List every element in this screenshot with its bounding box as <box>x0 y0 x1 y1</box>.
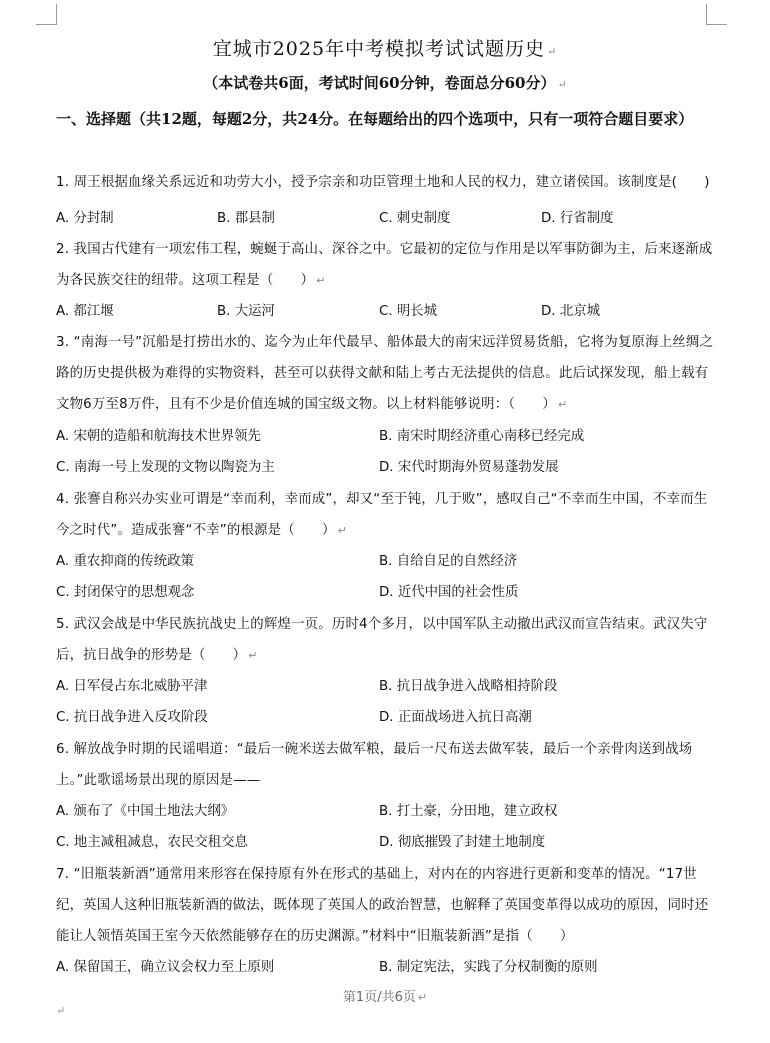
paragraph-mark-icon: ↵ <box>558 398 568 411</box>
paragraph-mark-icon: ↵ <box>337 524 348 537</box>
option-d: D. 彻底摧毁了封建土地制度 <box>379 835 546 850</box>
option-b: B. 制定宪法，实践了分权制衡的原则 <box>379 960 598 975</box>
option-c: C. 明长城 <box>379 304 438 319</box>
paragraph-mark-icon: ↵ <box>56 1004 66 1017</box>
question-5-stem: 5. 武汉会战是中华民族抗战史上的辉煌一页。历时4个多月，以中国军队主动撤出武汉而宣告结束。武汉失守后，抗日战争的形势是（ ） ↵ <box>56 617 708 663</box>
option-d: D. 正面战场进入抗日高潮 <box>379 710 532 725</box>
page-footer: 第1页/共6页 ↵ <box>342 990 428 1005</box>
paragraph-mark-icon: ↵ <box>557 78 567 91</box>
question-4-stem: 4. 张謇自称兴办实业可谓是“幸而利，幸而成”，却又“至于钝，几于败”，感叹自己“不幸而生中国，不幸而生今之时代”。造成张謇“不幸”的根源是（ ） ↵ <box>56 492 708 538</box>
question-6-stem: 6. 解放战争时期的民谣唱道：“最后一碗米送去做军粮，最后一尺布送去做军装，最后一个亲骨肉送到战场上。”此歌谣场景出现的原因是—— <box>56 742 693 788</box>
option-b: B. 打土豪，分田地，建立政权 <box>379 804 558 819</box>
option-d: D. 近代中国的社会性质 <box>379 585 519 600</box>
option-c: C. 地主减租减息，农民交租交息 <box>56 835 248 850</box>
crop-mark-top-right <box>706 4 727 25</box>
crop-mark-top-left <box>36 4 57 25</box>
paragraph-mark-icon: ↵ <box>417 991 428 1004</box>
question-1-options <box>56 203 716 234</box>
paragraph-mark-icon: ↵ <box>547 45 558 58</box>
paragraph-mark-icon: ↵ <box>248 649 258 662</box>
question-3-options-row-1 <box>56 421 716 452</box>
option-a: A. 宋朝的造船和航海技术世界领先 <box>56 429 261 444</box>
question-4-options-row-2 <box>56 577 716 608</box>
question-7-options-row-1 <box>56 952 716 983</box>
option-c: C. 抗日战争进入反攻阶段 <box>56 710 208 725</box>
option-b: B. 郡县制 <box>217 211 275 226</box>
option-a: A. 颁布了《中国土地法大纲》 <box>56 804 235 819</box>
question-1-stem: 1. 周王根据血缘关系远近和功劳大小，授予宗亲和功臣管理土地和人民的权力，建立诸侯国。该制度是( ) <box>56 175 710 190</box>
question-7-stem: 7. “旧瓶装新酒”通常用来形容在保持原有外在形式的基础上，对内在的内容进行更新和变革的情况。“17世纪，英国人这种旧瓶装新酒的做法，既体现了英国人的政治智慧，也解释了英国变革得以成功的原因，同时还能让人领悟英国王室今天依然能够存在的历史渊源。”材料中“旧瓶装新酒”是指（ ） <box>56 867 709 944</box>
option-a: A. 分封制 <box>56 211 114 226</box>
exam-subtitle: （本试卷共6面，考试时间60分钟，卷面总分60分） ↵ <box>203 74 567 92</box>
option-c: C. 南海一号上发现的文物以陶瓷为主 <box>56 460 275 475</box>
option-a: A. 重农抑商的传统政策 <box>56 554 194 569</box>
question-3-options-row-2 <box>56 452 716 483</box>
question-5-options-row-1 <box>56 671 716 702</box>
section-heading: 一、选择题（共12题，每题2分，共24分。在每题给出的四个选项中，只有一项符合题目要求） <box>56 110 694 128</box>
option-b: B. 抗日战争进入战略相持阶段 <box>379 679 558 694</box>
option-a: A. 日军侵占东北威胁平津 <box>56 679 208 694</box>
exam-title: 宜城市2025年中考模拟考试试题历史 ↵ <box>212 38 558 60</box>
option-a: A. 保留国王，确立议会权力至上原则 <box>56 960 275 975</box>
question-6-options-row-1 <box>56 796 716 827</box>
option-b: B. 自给自足的自然经济 <box>379 554 518 569</box>
option-c: C. 封闭保守的思想观念 <box>56 585 195 600</box>
option-c: C. 刺史制度 <box>379 211 451 226</box>
option-d: D. 行省制度 <box>541 211 614 226</box>
option-a: A. 都江堰 <box>56 304 114 319</box>
option-d: D. 北京城 <box>541 304 600 319</box>
paragraph-mark-icon: ↵ <box>316 274 326 287</box>
question-2-stem: 2. 我国古代建有一项宏伟工程，蜿蜒于高山、深谷之中。它最初的定位与作用是以军事防御为主，后来逐渐成为各民族交往的纽带。这项工程是（ ） ↵ <box>56 242 713 288</box>
question-2-options <box>56 296 716 327</box>
question-6-options-row-2 <box>56 827 716 858</box>
option-b: B. 大运河 <box>217 304 275 319</box>
question-3-stem: 3. “南海一号”沉船是打捞出水的、迄今为止年代最早、船体最大的南宋远洋贸易货船，它将为复原海上丝绸之路的历史提供极为难得的实物资料，甚至可以获得文献和陆上考古无法提供的信息。此后试探发现，船上载有文物6万至8万件，且有不少是价值连城的国宝级文物。以上材料能够说明：（ ） ↵ <box>56 335 714 412</box>
option-b: B. 南宋时期经济重心南移已经完成 <box>379 429 585 444</box>
option-d: D. 宋代时期海外贸易蓬勃发展 <box>379 460 559 475</box>
question-4-options-row-1 <box>56 546 716 577</box>
question-5-options-row-2 <box>56 702 716 733</box>
